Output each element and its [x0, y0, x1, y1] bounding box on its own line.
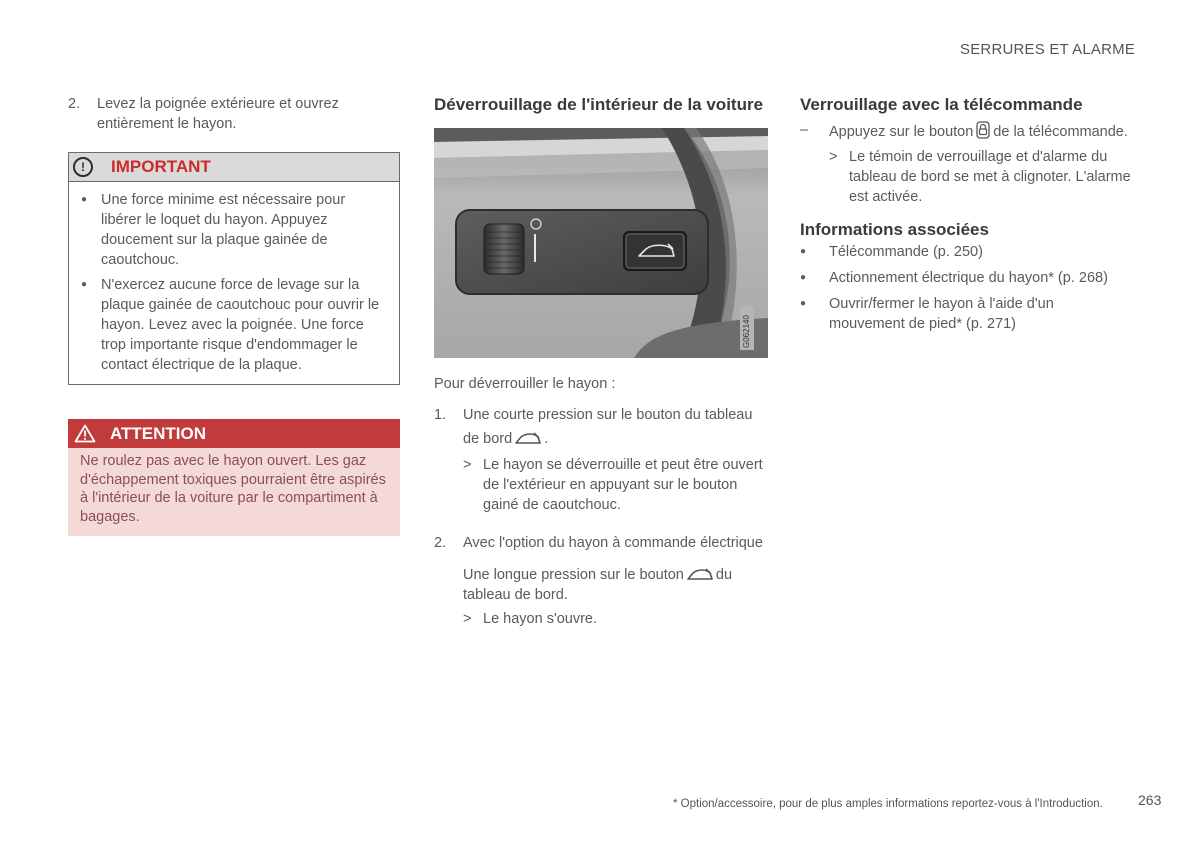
section-title: Verrouillage avec la télécommande: [800, 95, 1083, 114]
result-marker: >: [463, 457, 472, 473]
related-item[interactable]: [800, 268, 1132, 288]
section-header: SERRURES ET ALARME: [960, 41, 1136, 58]
bullet-icon: ●: [800, 246, 807, 257]
result-text: Le hayon se déverrouille et peut être ouvert de l'extérieur en appuyant sur le bouton gainé de caoutchouc.: [483, 457, 763, 513]
list-item: [81, 190, 385, 270]
action-text-part: Appuyez sur le bouton: [829, 124, 974, 140]
tailgate-car-icon: [514, 431, 542, 447]
detail-text-end: du tableau de bord.: [463, 567, 733, 603]
related-item[interactable]: [800, 294, 1132, 334]
column-right: [800, 94, 1132, 334]
important-box: [68, 152, 400, 385]
attention-text: Ne roulez pas avec le hayon ouvert. Les gaz d'échappement toxiques pourraient être aspirés à l'intérieur de la voiture par le compartiment à bagages.: [68, 448, 400, 536]
important-header: [69, 153, 399, 182]
bullet-icon: ●: [81, 279, 88, 290]
step-text: Levez la poignée extérieure et ouvrez entièrement le hayon.: [97, 96, 339, 132]
step-2-detail: [434, 565, 768, 605]
related-link[interactable]: Ouvrir/fermer le hayon à l'aide d'un mouvement de pied* (p. 271): [829, 296, 1054, 332]
step-number: 2.: [68, 96, 81, 112]
intro-text: Pour déverrouiller le hayon :: [434, 376, 616, 392]
dashboard-button-illustration: [434, 128, 768, 358]
related-title: Informations associées: [800, 220, 989, 239]
list-item: [81, 275, 385, 375]
page-number: 263: [1138, 792, 1162, 808]
column-left: [68, 94, 400, 536]
result-marker: >: [463, 611, 472, 627]
attention-header: [68, 419, 400, 448]
result-marker: >: [829, 149, 838, 165]
footnote: * Option/accessoire, pour de plus amples informations reportez-vous à l'Introduction.: [673, 798, 1103, 810]
action-line: [800, 120, 1132, 142]
step-2: [68, 94, 400, 134]
step-text-end: .: [544, 431, 549, 447]
related-item[interactable]: [800, 242, 1132, 262]
step-text-part: Une courte pression sur le bouton du tableau de bord: [463, 407, 753, 447]
result-line: [800, 147, 1132, 207]
action-text: [829, 120, 1132, 142]
dash-marker: –: [800, 122, 809, 138]
bullet-text: N'exercez aucune force de levage sur la plaque gainée de caoutchouc pour ouvrir le hayon. Levez avec la poignée. Une force trop importante risque d'endommager le contact électrique de la plaque.: [101, 277, 380, 373]
padlock-key-icon: [975, 120, 991, 140]
step-number: 1.: [434, 407, 447, 423]
dashboard-photo: [434, 128, 768, 358]
step-text: Avec l'option du hayon à commande électrique: [463, 535, 763, 551]
bullet-text: Une force minime est nécessaire pour libérer le loquet du hayon. Appuyez doucement sur la plaque gainée de caoutchouc.: [101, 192, 346, 268]
bullet-icon: ●: [81, 194, 88, 205]
bullet-icon: ●: [800, 298, 807, 309]
warning-triangle-icon: [74, 424, 96, 443]
related-link[interactable]: Télécommande (p. 250): [829, 244, 983, 260]
bullet-icon: ●: [800, 272, 807, 283]
column-middle: [434, 94, 768, 629]
step-number: 2.: [434, 535, 447, 551]
attention-box: [68, 419, 400, 536]
action-text-end: de la télécommande.: [993, 124, 1128, 140]
tailgate-car-icon: [686, 567, 714, 583]
exclamation-circle-icon: !: [73, 157, 93, 177]
important-title: IMPORTANT: [111, 157, 211, 176]
step-text: [463, 403, 768, 451]
result-text: Le témoin de verrouillage et d'alarme du tableau de bord se met à clignoter. L'alarme est activée.: [849, 149, 1131, 205]
section-title: Déverrouillage de l'intérieur de la voiture: [434, 95, 764, 114]
important-body: [69, 182, 399, 384]
detail-text-part: Une longue pression sur le bouton: [463, 567, 684, 583]
result-line: [434, 609, 768, 629]
step-2: [434, 533, 768, 553]
figure-code: G062140: [742, 315, 751, 348]
step-1: [434, 403, 768, 451]
related-link[interactable]: Actionnement électrique du hayon* (p. 268): [829, 270, 1108, 286]
result-text: Le hayon s'ouvre.: [483, 611, 598, 627]
attention-title: ATTENTION: [110, 423, 207, 443]
result-line: [434, 455, 768, 515]
